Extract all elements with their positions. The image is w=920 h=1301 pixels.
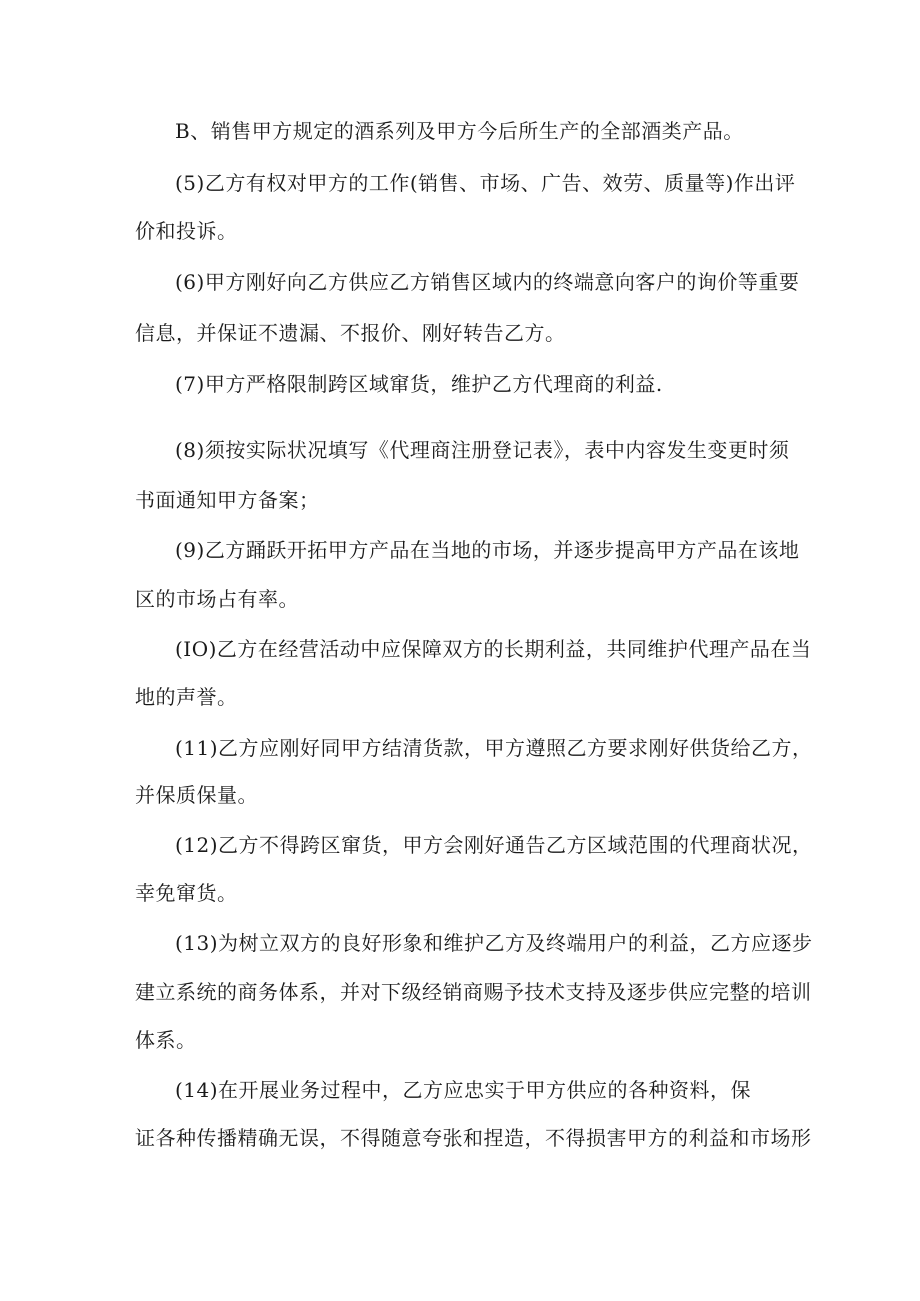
text-line: (5)乙方有权对甲方的工作(销售、市场、广告、效劳、质量等)作出评 (175, 171, 796, 195)
text-line: 书面通知甲方备案； (135, 488, 320, 512)
text-line: (11)乙方应刚好同甲方结清货款，甲方遵照乙方要求刚好供货给乙方， (175, 736, 813, 760)
text-line: 体系。 (135, 1028, 197, 1052)
text-line: 建立系统的商务体系，并对下级经销商赐予技术支持及逐步供应完整的培训 (135, 980, 812, 1004)
text-line: (9)乙方踊跃开拓甲方产品在当地的市场，并逐步提高甲方产品在该地 (175, 538, 800, 562)
text-line: 区的市场占有率。 (135, 587, 299, 611)
text-line: (IO)乙方在经营活动中应保障双方的长期利益，共同维护代理产品在当 (175, 637, 812, 661)
text-line: (6)甲方刚好向乙方供应乙方销售区域内的终端意向客户的询价等重要 (175, 270, 800, 294)
text-line: 信息，并保证不遗漏、不报价、刚好转告乙方。 (135, 321, 566, 345)
text-line: 地的声誉。 (135, 685, 238, 709)
text-line: (7)甲方严格限制跨区域窜货，维护乙方代理商的利益. (175, 372, 663, 396)
text-line: (14)在开展业务过程中，乙方应忠实于甲方供应的各种资料，保 (175, 1078, 752, 1102)
text-line: B、销售甲方规定的酒系列及甲方今后所生产的全部酒类产品。 (175, 119, 744, 143)
text-line: 并保质保量。 (135, 783, 258, 807)
text-line: 价和投诉。 (135, 219, 238, 243)
text-line: (13)为树立双方的良好形象和维护乙方及终端用户的利益，乙方应逐步 (175, 931, 813, 955)
text-line: (8)须按实际状况填写《代理商注册登记表》，表中内容发生变更时须 (175, 438, 790, 462)
text-line: 幸免窜货。 (135, 881, 238, 905)
text-line: 证各种传播精确无误，不得随意夸张和捏造，不得损害甲方的利益和市场形 (135, 1126, 812, 1150)
text-line: (12)乙方不得跨区窜货，甲方会刚好通告乙方区域范围的代理商状况， (175, 833, 813, 857)
